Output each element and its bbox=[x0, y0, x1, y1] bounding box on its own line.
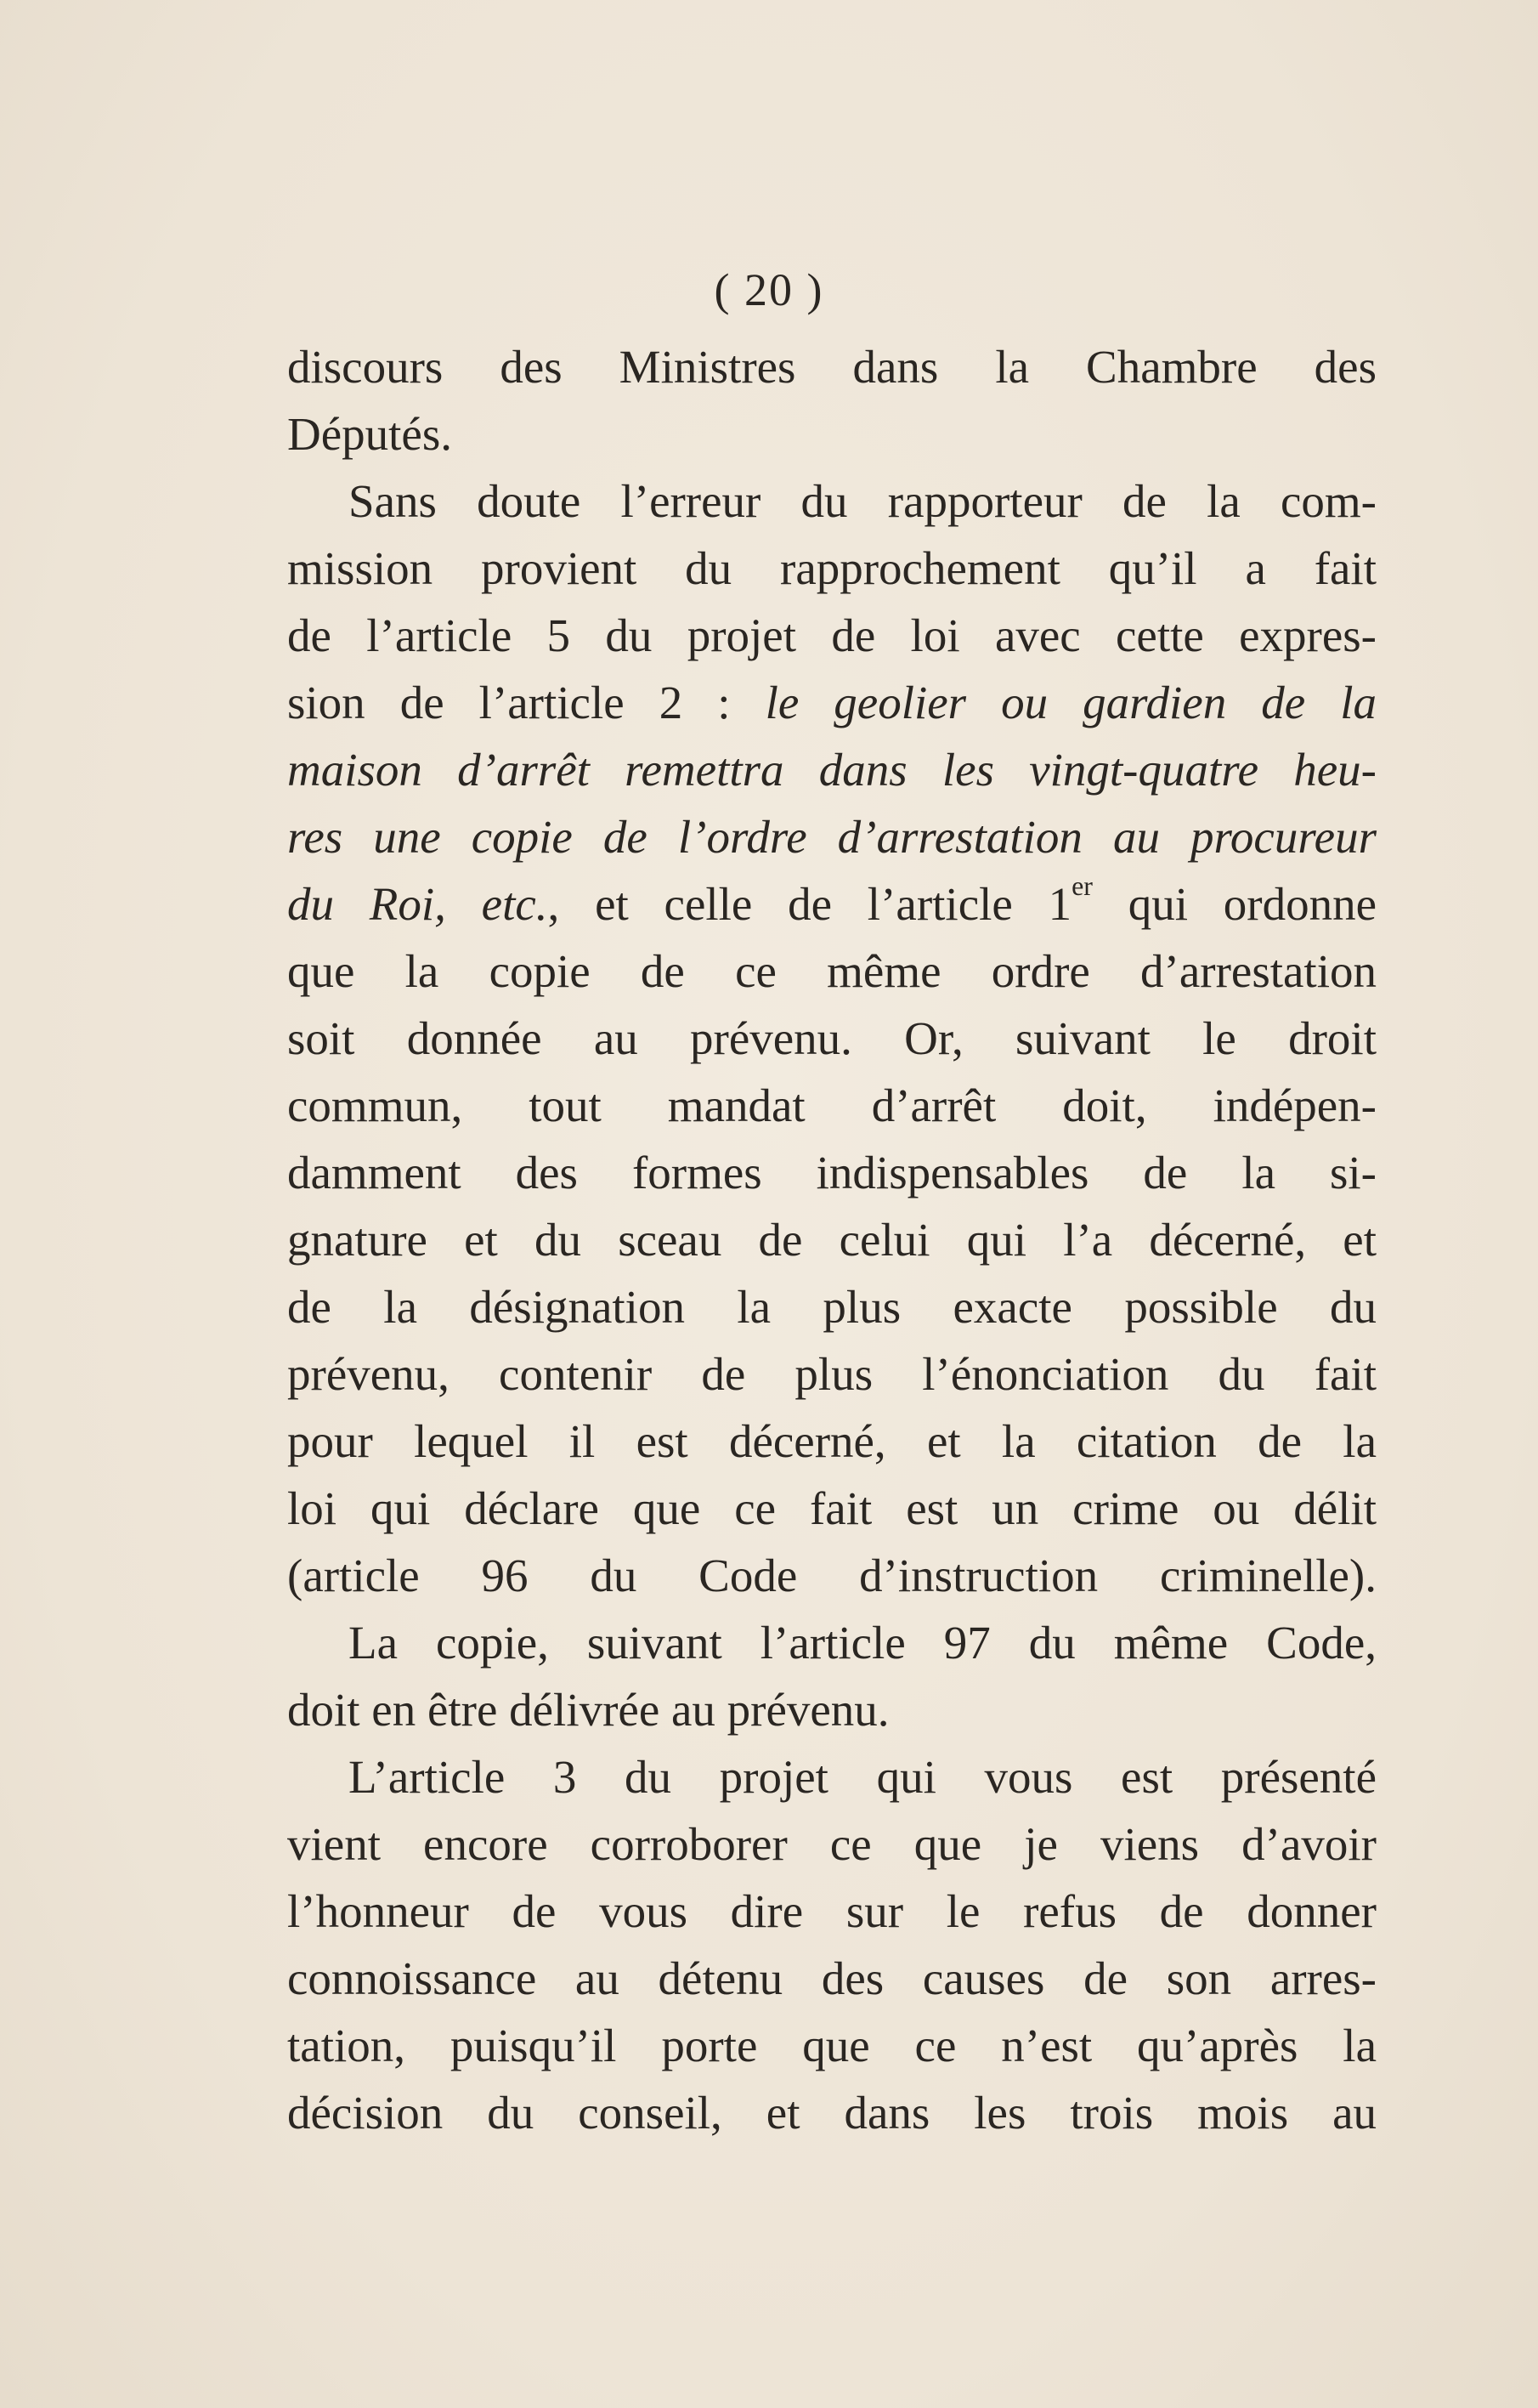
text-segment: vient encore corroborer ce que je viens d’avoir bbox=[287, 1818, 1377, 1870]
text-line bbox=[287, 2012, 1377, 2079]
text-line bbox=[287, 1542, 1377, 1609]
text-line bbox=[287, 736, 1377, 803]
text-segment: de la désignation la plus exacte possible du bbox=[287, 1281, 1377, 1333]
text-segment: de l’article 5 du projet de loi avec cette expres- bbox=[287, 609, 1377, 661]
italic-text: du Roi, etc. bbox=[287, 878, 548, 930]
text-line bbox=[287, 467, 1377, 535]
text-line bbox=[287, 602, 1377, 669]
text-segment: sion de l’article 2 : bbox=[287, 677, 766, 728]
italic-text: maison d’arrêt remettra dans les vingt-quatre heu- bbox=[287, 744, 1377, 796]
italic-text: le geolier ou gardien de la bbox=[765, 677, 1377, 728]
text-line bbox=[287, 400, 1377, 467]
text-segment: discours des Ministres dans la Chambre des bbox=[287, 341, 1377, 393]
text-line bbox=[287, 1945, 1377, 2012]
text-line bbox=[287, 1273, 1377, 1340]
text-line bbox=[287, 333, 1377, 400]
text-segment: Sans doute l’erreur du rapporteur de la com- bbox=[348, 475, 1377, 527]
text-segment: damment des formes indispensables de la si- bbox=[287, 1147, 1377, 1198]
text-segment: prévenu, contenir de plus l’énonciation du fait bbox=[287, 1348, 1377, 1400]
text-segment: La copie, suivant l’article 97 du même Code, bbox=[348, 1617, 1377, 1669]
text-line bbox=[287, 2079, 1377, 2146]
text-line bbox=[287, 1408, 1377, 1475]
text-segment: doit en être délivrée au prévenu. bbox=[287, 1684, 890, 1736]
text-line bbox=[287, 870, 1377, 938]
text-line bbox=[287, 1475, 1377, 1542]
text-segment: tation, puisqu’il porte que ce n’est qu’après la bbox=[287, 2020, 1377, 2071]
text-line bbox=[287, 1340, 1377, 1408]
text-line bbox=[287, 535, 1377, 602]
text-line bbox=[287, 1878, 1377, 1945]
text-segment: que la copie de ce même ordre d’arrestation bbox=[287, 945, 1377, 997]
page-number: ( 20 ) bbox=[714, 264, 824, 315]
text-line bbox=[287, 1810, 1377, 1878]
italic-text: res une copie de l’ordre d’arrestation au procureur bbox=[287, 811, 1377, 863]
text-line bbox=[287, 1206, 1377, 1273]
text-segment: loi qui déclare que ce fait est un crime ou délit bbox=[287, 1482, 1377, 1534]
text-line bbox=[287, 803, 1377, 870]
text-segment: Députés. bbox=[287, 408, 452, 460]
text-segment: commun, tout mandat d’arrêt doit, indépen- bbox=[287, 1079, 1377, 1131]
text-line bbox=[287, 938, 1377, 1005]
text-segment: décision du conseil, et dans les trois mois au bbox=[287, 2087, 1377, 2139]
body-text bbox=[287, 333, 1377, 2146]
text-segment: qui ordonne bbox=[1092, 878, 1377, 930]
text-segment: L’article 3 du projet qui vous est présenté bbox=[348, 1751, 1377, 1803]
text-line bbox=[287, 1072, 1377, 1139]
text-line bbox=[287, 669, 1377, 736]
text-segment: l’honneur de vous dire sur le refus de donner bbox=[287, 1885, 1377, 1937]
text-line bbox=[287, 1609, 1377, 1676]
text-segment: connoissance au détenu des causes de son arres- bbox=[287, 1952, 1377, 2004]
text-segment: (article 96 du Code d’instruction criminelle). bbox=[287, 1550, 1377, 1601]
superscript: er bbox=[1072, 870, 1093, 902]
text-segment: mission provient du rapprochement qu’il a fait bbox=[287, 542, 1377, 594]
text-line bbox=[287, 1139, 1377, 1206]
text-segment: pour lequel il est décerné, et la citation de la bbox=[287, 1415, 1377, 1467]
text-segment: soit donnée au prévenu. Or, suivant le droit bbox=[287, 1012, 1377, 1064]
text-line bbox=[287, 1743, 1377, 1810]
text-segment: , et celle de l’article 1 bbox=[547, 878, 1072, 930]
text-segment: gnature et du sceau de celui qui l’a décerné, et bbox=[287, 1214, 1377, 1266]
text-line bbox=[287, 1005, 1377, 1072]
text-line bbox=[287, 1676, 1377, 1743]
